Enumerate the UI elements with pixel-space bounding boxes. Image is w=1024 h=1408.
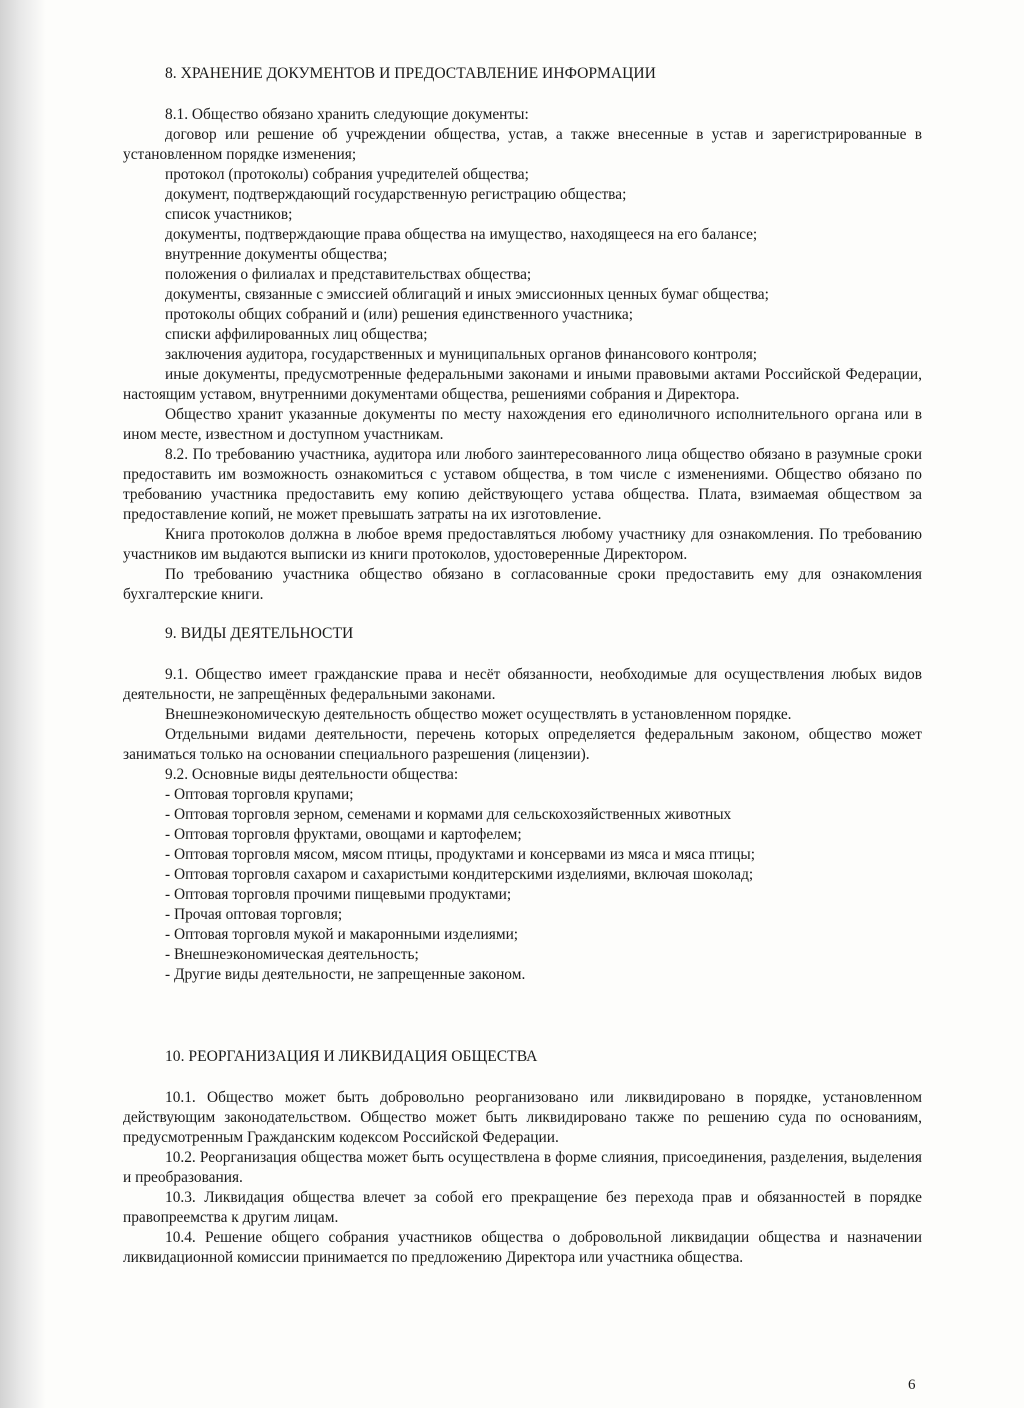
paragraph-8-2: 8.2. По требованию участника, аудитора или любого заинтересованного лица общество обязано в разумные сроки предоставить им возможность ознакомиться с уставом общества, в том числе с изменениями. Общество обязано по требованию участника предоставить ему копию действующего устава общества. Плата, взимаемая обществом за предоставление копий, не может превышать затраты на их изготовление. — [123, 446, 922, 523]
list-item: заключения аудитора, государственных и муниципальных органов финансового контроля; — [165, 346, 758, 363]
section-9-title: 9. ВИДЫ ДЕЯТЕЛЬНОСТИ — [165, 625, 354, 642]
activity-item: - Оптовая торговля сахаром и сахаристыми кондитерскими изделиями, включая шоколад; — [165, 866, 754, 883]
activity-item: - Оптовая торговля крупами; — [165, 786, 354, 803]
paragraph-9-1-license: Отдельными видами деятельности, перечень которых определяется федеральным законом, общество может заниматься только на основании специального разрешения (лицензии). — [123, 726, 922, 763]
paragraph-9-1-foreign-trade: Внешнеэкономическую деятельность общество может осуществлять в установленном порядке. — [165, 706, 792, 723]
paragraph-8-2-minutes-book: Книга протоколов должна в любое время предоставляться любому участнику для ознакомления. По требованию участников им выдаются выписки из книги протоколов, удостоверенные Директором. — [123, 526, 922, 563]
activity-item: - Оптовая торговля мукой и макаронными изделиями; — [165, 926, 519, 943]
paragraph-10-3: 10.3. Ликвидация общества влечет за собой его прекращение без перехода прав и обязанностей в порядке правопреемства к другим лицам. — [123, 1189, 922, 1226]
paragraph-10-1: 10.1. Общество может быть добровольно реорганизовано или ликвидировано в порядке, установленном действующим законодательством. Общество может быть ликвидировано также по решению суда по основаниям, предусмотренным Гражданским кодексом Российской Федерации. — [123, 1089, 922, 1146]
activity-item: - Оптовая торговля прочими пищевыми продуктами; — [165, 886, 512, 903]
paragraph-8-1-storage: Общество хранит указанные документы по месту нахождения его единоличного исполнительного органа или в ином месте, известном и доступном участникам. — [123, 406, 922, 443]
paragraph-10-4: 10.4. Решение общего собрания участников общества о добровольной ликвидации общества и назначении ликвидационной комиссии принимается по предложению Директора или участника общества. — [123, 1229, 922, 1266]
scan-edge-shadow — [0, 0, 46, 1408]
activity-item: - Другие виды деятельности, не запрещенные законом. — [165, 966, 526, 983]
activity-item: - Оптовая торговля зерном, семенами и кормами для сельскохозяйственных животных — [165, 806, 732, 823]
list-item: положения о филиалах и представительствах общества; — [165, 266, 532, 283]
list-item: документы, подтверждающие права общества на имущество, находящееся на его балансе; — [165, 226, 758, 243]
list-item: протокол (протоколы) собрания учредителей общества; — [165, 166, 529, 183]
list-item: документы, связанные с эмиссией облигаций и иных эмиссионных ценных бумаг общества; — [165, 286, 769, 303]
paragraph-10-2: 10.2. Реорганизация общества может быть осуществлена в форме слияния, присоединения, разделения, выделения и преобразования. — [123, 1149, 922, 1186]
list-item: списки аффилированных лиц общества; — [165, 326, 428, 343]
list-item: список участников; — [165, 206, 293, 223]
list-item: протоколы общих собраний и (или) решения единственного участника; — [165, 306, 634, 323]
paragraph-8-1-intro: 8.1. Общество обязано хранить следующие документы: — [165, 106, 529, 123]
list-item: внутренние документы общества; — [165, 246, 388, 263]
section-10-title: 10. РЕОРГАНИЗАЦИЯ И ЛИКВИДАЦИЯ ОБЩЕСТВА — [165, 1048, 538, 1065]
activity-item: - Оптовая торговля фруктами, овощами и картофелем; — [165, 826, 522, 843]
paragraph-9-1: 9.1. Общество имеет гражданские права и несёт обязанности, необходимые для осуществления любых видов деятельности, не запрещённых федеральными законами. — [123, 666, 922, 703]
document-body — [123, 64, 922, 1268]
activity-item: - Прочая оптовая торговля; — [165, 906, 343, 923]
activity-item: - Оптовая торговля мясом, мясом птицы, продуктами и консервами из мяса и мяса птицы; — [165, 846, 756, 863]
page-number: 6 — [908, 1377, 916, 1393]
section-8-title: 8. ХРАНЕНИЕ ДОКУМЕНТОВ И ПРЕДОСТАВЛЕНИЕ ИНФОРМАЦИИ — [165, 65, 656, 82]
activity-item: - Внешнеэкономическая деятельность; — [165, 946, 419, 963]
list-item: документ, подтверждающий государственную регистрацию общества; — [165, 186, 627, 203]
paragraph-9-2: 9.2. Основные виды деятельности общества: — [165, 766, 459, 783]
paragraph-8-1-other-documents: иные документы, предусмотренные федеральными законами и иными правовыми актами Российской Федерации, настоящим уставом, внутренними документами общества, решениями собрания и Директора. — [123, 366, 922, 403]
paragraph-8-1-charter: договор или решение об учреждении общества, устав, а также внесенные в устав и зарегистрированные в установленном порядке изменения; — [123, 126, 922, 163]
paragraph-8-2-accounting-books: По требованию участника общество обязано в согласованные сроки предоставить ему для ознакомления бухгалтерские книги. — [123, 566, 922, 603]
